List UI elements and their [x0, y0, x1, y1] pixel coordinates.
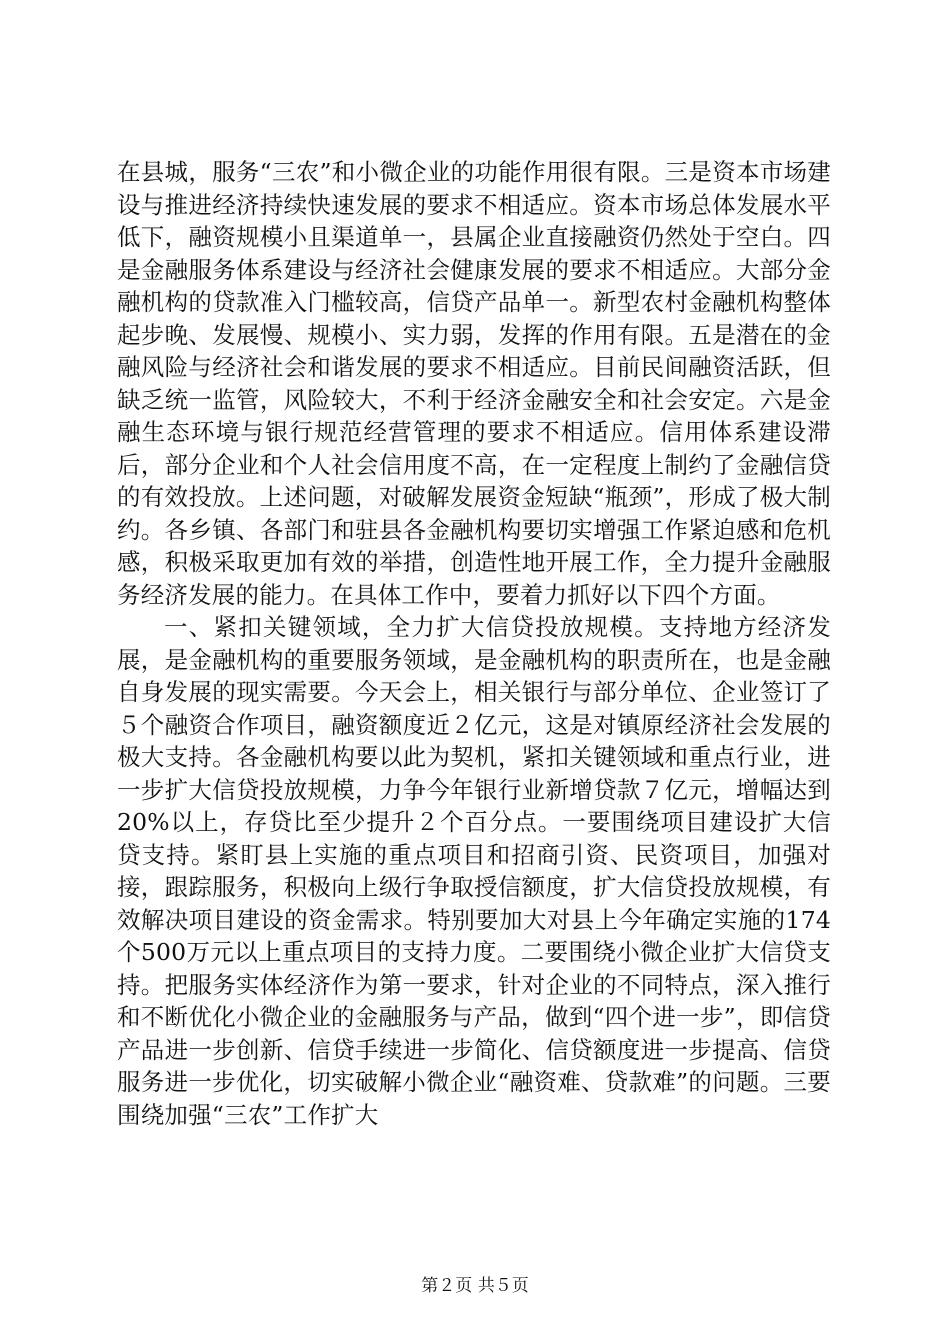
paragraph-1: 在县城，服务“三农”和小微企业的功能作用很有限。三是资本市场建设与推进经济持续快速发展的要求不相适应。资本市场总体发展水平低下，融资规模小且渠道单一，县属企业直接融资仍然处于空白。四是金融服务体系建设与经济社会健康发展的要求不相适应。大部分金融机构的贷款准入门槛较高，信贷产品单一。新型农村金融机构整体起步晚、发展慢、规模小、实力弱，发挥的作用有限。五是潜在的金融风险与经济社会和谐发展的要求不相适应。目前民间融资活跃，但缺乏统一监管，风险较大，不利于经济金融安全和社会安定。六是金融生态环境与银行规范经营管理的要求不相适应。信用体系建设滞后，部分企业和个人社会信用度不高，在一定程度上制约了金融信贷的有效投放。上述问题，对破解发展资金短缺“瓶颈”，形成了极大制约。各乡镇、各部门和驻县各金融机构要切实增强工作紧迫感和危机感，积极采取更加有效的举措，创造性地开展工作，全力提升金融服务经济发展的能力。在具体工作中，要着力抓好以下四个方面。: [117, 158, 831, 609]
page-footer: 第２页 共５页: [421, 1276, 529, 1296]
document-body: [117, 156, 831, 1131]
paragraph-2: 一、紧扣关键领域，全力扩大信贷投放规模。支持地方经济发展，是金融机构的重要服务领域，是金融机构的职责所在，也是金融自身发展的现实需要。今天会上，相关银行与部分单位、企业签订了５个融资合作项目，融资额度近２亿元，这是对镇原经济社会发展的极大支持。各金融机构要以此为契机，紧扣关键领域和重点行业，进一步扩大信贷投放规模，力争今年银行业新增贷款７亿元，增幅达到20%以上，存贷比至少提升２个百分点。一要围绕项目建设扩大信贷支持。紧盯县上实施的重点项目和招商引资、民资项目，加强对接，跟踪服务，积极向上级行争取授信额度，扩大信贷投放规模，有效解决项目建设的资金需求。特别要加大对县上今年确定实施的174个500万元以上重点项目的支持力度。二要围绕小微企业扩大信贷支持。把服务实体经济作为第一要求，针对企业的不同特点，深入推行和不断优化小微企业的金融服务与产品，做到“四个进一步”，即信贷产品进一步创新、信贷手续进一步简化、信贷额度进一步提高、信贷服务进一步优化，切实破解小微企业“融资难、贷款难”的问题。三要围绕加强“三农”工作扩大: [117, 613, 831, 1129]
